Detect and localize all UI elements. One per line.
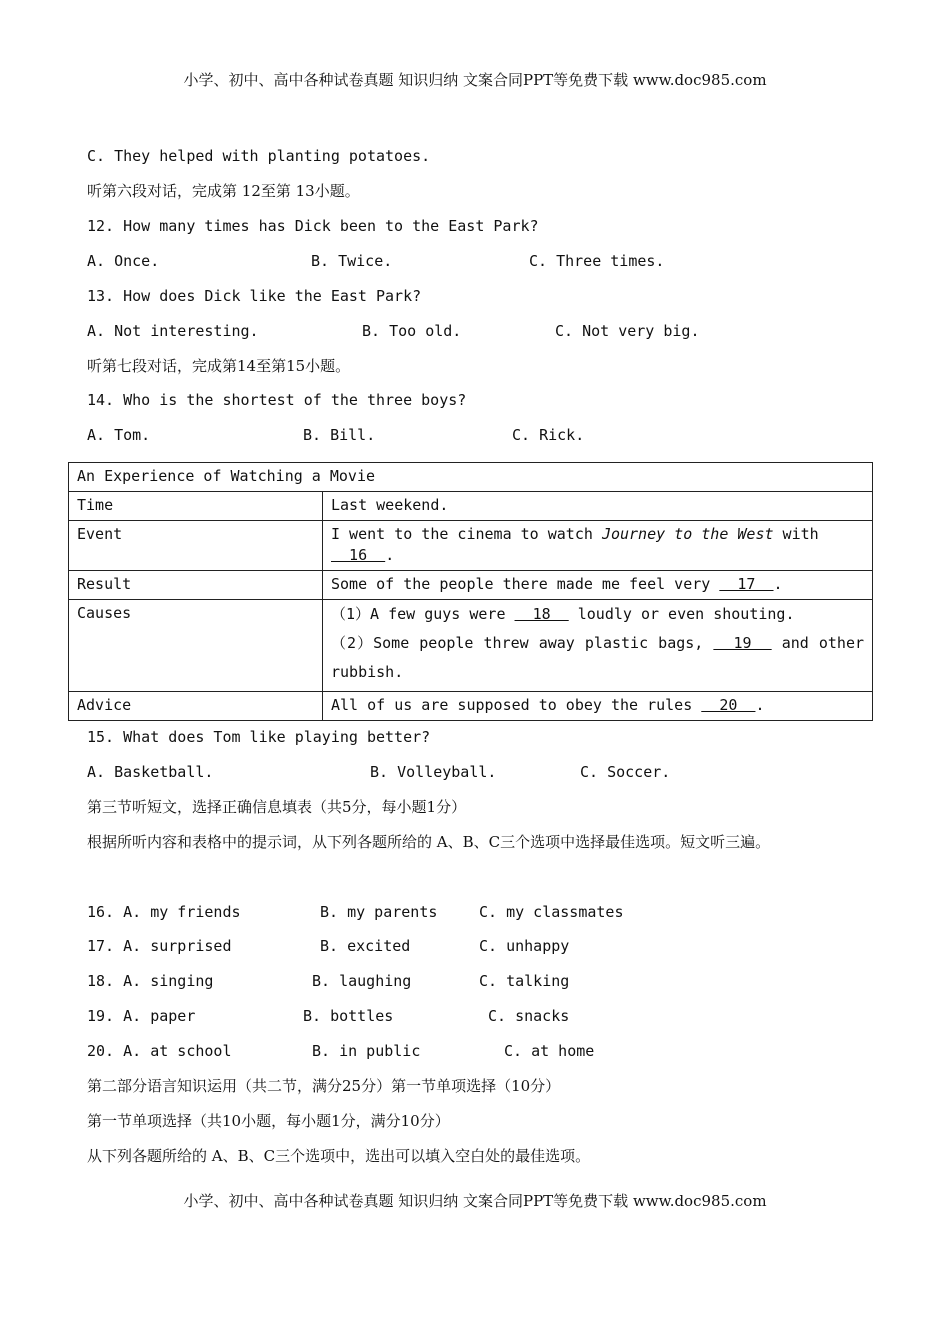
advice-value xyxy=(323,692,873,721)
q20-option-b: B. in public xyxy=(312,1042,421,1060)
q13-option-a: A. Not interesting. xyxy=(87,322,259,340)
q20-option-c: C. at home xyxy=(504,1042,595,1060)
time-value: Last weekend. xyxy=(323,492,873,521)
table-row xyxy=(69,571,873,600)
q12-option-b: B. Twice. xyxy=(311,252,393,270)
part2-title: 第二部分语言知识运用（共二节，满分25分）第一节单项选择（10分） xyxy=(87,1077,561,1095)
q15-option-a: A. Basketball. xyxy=(87,763,214,781)
q15-option-c: C. Soccer. xyxy=(580,763,671,781)
part3-instruction: 根据所听内容和表格中的提示词，从下列各题所给的 A、B、C三个选项中选择最佳选项。短文听三遍。 xyxy=(87,833,771,851)
part2-instruction: 从下列各题所给的 A、B、C三个选项中，选出可以填入空白处的最佳选项。 xyxy=(87,1147,591,1165)
advice-period: . xyxy=(755,696,765,714)
event-text-with: with xyxy=(773,525,819,543)
event-value xyxy=(323,521,873,571)
section-7-instruction: 听第七段对话，完成第14至第15小题。 xyxy=(87,357,351,375)
table-row xyxy=(69,492,873,521)
page-header: 小学、初中、高中各种试卷真题 知识归纳 文案合同PPT等免费下载 www.doc985.com xyxy=(183,71,767,89)
q19-option-c: C. snacks xyxy=(488,1007,570,1025)
cause-2-end: and other rubbish. xyxy=(331,634,865,681)
q13-option-b: B. Too old. xyxy=(362,322,462,340)
q14-stem: 14. Who is the shortest of the three boys? xyxy=(87,391,467,409)
q19-option-a: 19. A. paper xyxy=(87,1007,196,1025)
event-period: . xyxy=(385,546,395,564)
cause-1 xyxy=(331,600,864,629)
blank-17: 17 xyxy=(719,575,774,593)
cause-1-end: loudly or even shouting. xyxy=(568,605,795,623)
q16-option-c: C. my classmates xyxy=(479,903,624,921)
blank-20: 20 xyxy=(701,696,756,714)
q17-option-b: B. excited xyxy=(320,937,411,955)
time-label: Time xyxy=(69,492,323,521)
q15-stem: 15. What does Tom like playing better? xyxy=(87,728,431,746)
advice-label: Advice xyxy=(69,692,323,721)
event-label: Event xyxy=(69,521,323,571)
result-text: Some of the people there made me feel very xyxy=(331,575,720,593)
section-6-instruction: 听第六段对话，完成第 12至第 13小题。 xyxy=(87,182,360,200)
cause-2 xyxy=(331,629,864,687)
q20-option-a: 20. A. at school xyxy=(87,1042,232,1060)
blank-18: 18 xyxy=(514,605,569,623)
q19-option-b: B. bottles xyxy=(303,1007,394,1025)
table-row xyxy=(69,600,873,692)
page-footer: 小学、初中、高中各种试卷真题 知识归纳 文案合同PPT等免费下载 www.doc985.com xyxy=(183,1192,767,1210)
q16-option-b: B. my parents xyxy=(320,903,438,921)
q16-option-a: 16. A. my friends xyxy=(87,903,241,921)
causes-label: Causes xyxy=(69,600,323,692)
table-title: An Experience of Watching a Movie xyxy=(69,463,873,492)
result-period: . xyxy=(773,575,783,593)
part3-title: 第三节听短文，选择正确信息填表（共5分，每小题1分） xyxy=(87,798,467,816)
blank-16: 16 xyxy=(331,546,386,564)
result-value xyxy=(323,571,873,600)
q14-option-a: A. Tom. xyxy=(87,426,151,444)
cause-1-text: （1）A few guys were xyxy=(331,605,515,623)
q14-option-c: C. Rick. xyxy=(512,426,585,444)
q18-option-b: B. laughing xyxy=(312,972,412,990)
result-label: Result xyxy=(69,571,323,600)
cause-2-text: （2）Some people threw away plastic bags, xyxy=(331,634,714,652)
q17-option-c: C. unhappy xyxy=(479,937,570,955)
q14-option-b: B. Bill. xyxy=(303,426,376,444)
movie-experience-table xyxy=(68,462,873,721)
q13-option-c: C. Not very big. xyxy=(555,322,700,340)
q18-option-a: 18. A. singing xyxy=(87,972,214,990)
q13-stem: 13. How does Dick like the East Park? xyxy=(87,287,422,305)
q18-option-c: C. talking xyxy=(479,972,570,990)
q12-option-c: C. Three times. xyxy=(529,252,665,270)
event-text: I went to the cinema to watch xyxy=(331,525,602,543)
q12-option-a: A. Once. xyxy=(87,252,160,270)
q15-option-b: B. Volleyball. xyxy=(370,763,497,781)
table-row xyxy=(69,521,873,571)
q17-option-a: 17. A. surprised xyxy=(87,937,232,955)
blank-19: 19 xyxy=(713,634,772,652)
table-title-row xyxy=(69,463,873,492)
part2-subtitle: 第一节单项选择（共10小题，每小题1分，满分10分） xyxy=(87,1112,450,1130)
causes-value xyxy=(323,600,873,692)
option-c-q11: C. They helped with planting potatoes. xyxy=(87,147,431,165)
q12-stem: 12. How many times has Dick been to the East Park? xyxy=(87,217,539,235)
table-row xyxy=(69,692,873,721)
advice-text: All of us are supposed to obey the rules xyxy=(331,696,702,714)
movie-title: Journey to the West xyxy=(601,525,774,543)
